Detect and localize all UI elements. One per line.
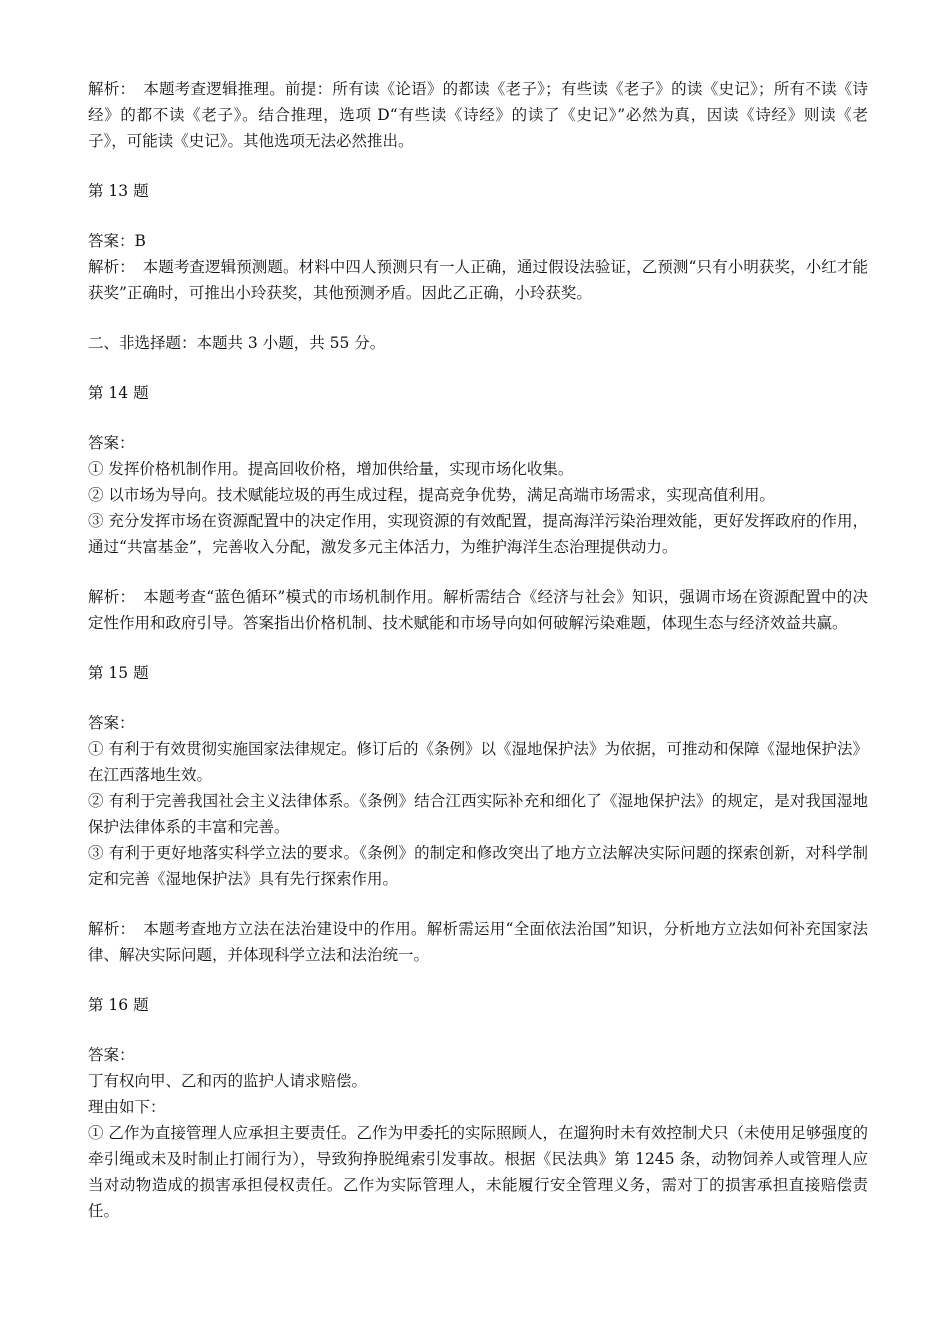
q15-point-3: ③ 有利于更好地落实科学立法的要求。《条例》的制定和修改突出了地方立法解决实际问题的探索创新，对科学制定和完善《湿地保护法》具有先行探索作用。 (88, 844, 868, 888)
q15-point-2: ② 有利于完善我国社会主义法律体系。《条例》结合江西实际补充和细化了《湿地保护法》的规定，是对我国湿地保护法律体系的丰富和完善。 (88, 792, 868, 836)
section-two-heading: 二、非选择题：本题共 3 小题，共 55 分。 (88, 334, 386, 352)
q14-answer-label: 答案： (88, 434, 135, 452)
q16-line-2: 理由如下： (88, 1098, 166, 1116)
q15-title: 第 15 题 (88, 664, 149, 682)
q16-answer-label: 答案： (88, 1046, 135, 1064)
q14-point-2: ② 以市场为导向。技术赋能垃圾的再生成过程，提高竞争优势，满足高端市场需求，实现高值利用。 (88, 486, 775, 504)
q14-title: 第 14 题 (88, 384, 149, 402)
q13-title: 第 13 题 (88, 182, 149, 200)
q14-analysis: 解析： 本题考查“蓝色循环”模式的市场机制作用。解析需结合《经济与社会》知识，强调市场在资源配置中的决定性作用和政府引导。答案指出价格机制、技术赋能和市场导向如何破解污染难题，体现生态与经济效益共赢。 (88, 588, 868, 632)
q15-answer-label: 答案： (88, 714, 135, 732)
q13-analysis: 解析： 本题考查逻辑预测题。材料中四人预测只有一人正确，通过假设法验证，乙预测“只有小明获奖，小红才能获奖”正确时，可推出小玲获奖，其他预测矛盾。因此乙正确，小玲获奖。 (88, 258, 868, 302)
q13-answer: 答案：B (88, 232, 146, 250)
q15-point-1: ① 有利于有效贯彻实施国家法律规定。修订后的《条例》以《湿地保护法》为依据，可推动和保障《湿地保护法》在江西落地生效。 (88, 740, 868, 784)
q16-line-1: 丁有权向甲、乙和丙的监护人请求赔偿。 (88, 1072, 368, 1090)
q14-point-3: ③ 充分发挥市场在资源配置中的决定作用，实现资源的有效配置，提高海洋污染治理效能，更好发挥政府的作用，通过“共富基金”，完善收入分配，激发多元主体活力，为维护海洋生态治理提供动力。 (88, 512, 868, 556)
document-page (88, 76, 868, 1224)
q14-point-1: ① 发挥价格机制作用。提高回收价格，增加供给量，实现市场化收集。 (88, 460, 574, 478)
q16-line-3: ① 乙作为直接管理人应承担主要责任。乙作为甲委托的实际照顾人，在遛狗时未有效控制犬只（未使用足够强度的牵引绳或未及时制止打闹行为），导致狗挣脱绳索引发事故。根据《民法典》第 1245 条，动物饲养人或管理人应当对动物造成的损害承担侵权责任。乙作为实际管理人，未能履行安全管理义务，需对丁的损害承担直接赔偿责任。 (88, 1124, 868, 1220)
q12-analysis: 解析： 本题考查逻辑推理。前提：所有读《论语》的都读《老子》；有些读《老子》的读《史记》；所有不读《诗经》的都不读《老子》。结合推理，选项 D“有些读《诗经》的读了《史记》”必然为真，因读《诗经》则读《老子》，可能读《史记》。其他选项无法必然推出。 (88, 80, 868, 150)
q15-analysis: 解析： 本题考查地方立法在法治建设中的作用。解析需运用“全面依法治国”知识，分析地方立法如何补充国家法律、解决实际问题，并体现科学立法和法治统一。 (88, 920, 868, 964)
q16-title: 第 16 题 (88, 996, 149, 1014)
